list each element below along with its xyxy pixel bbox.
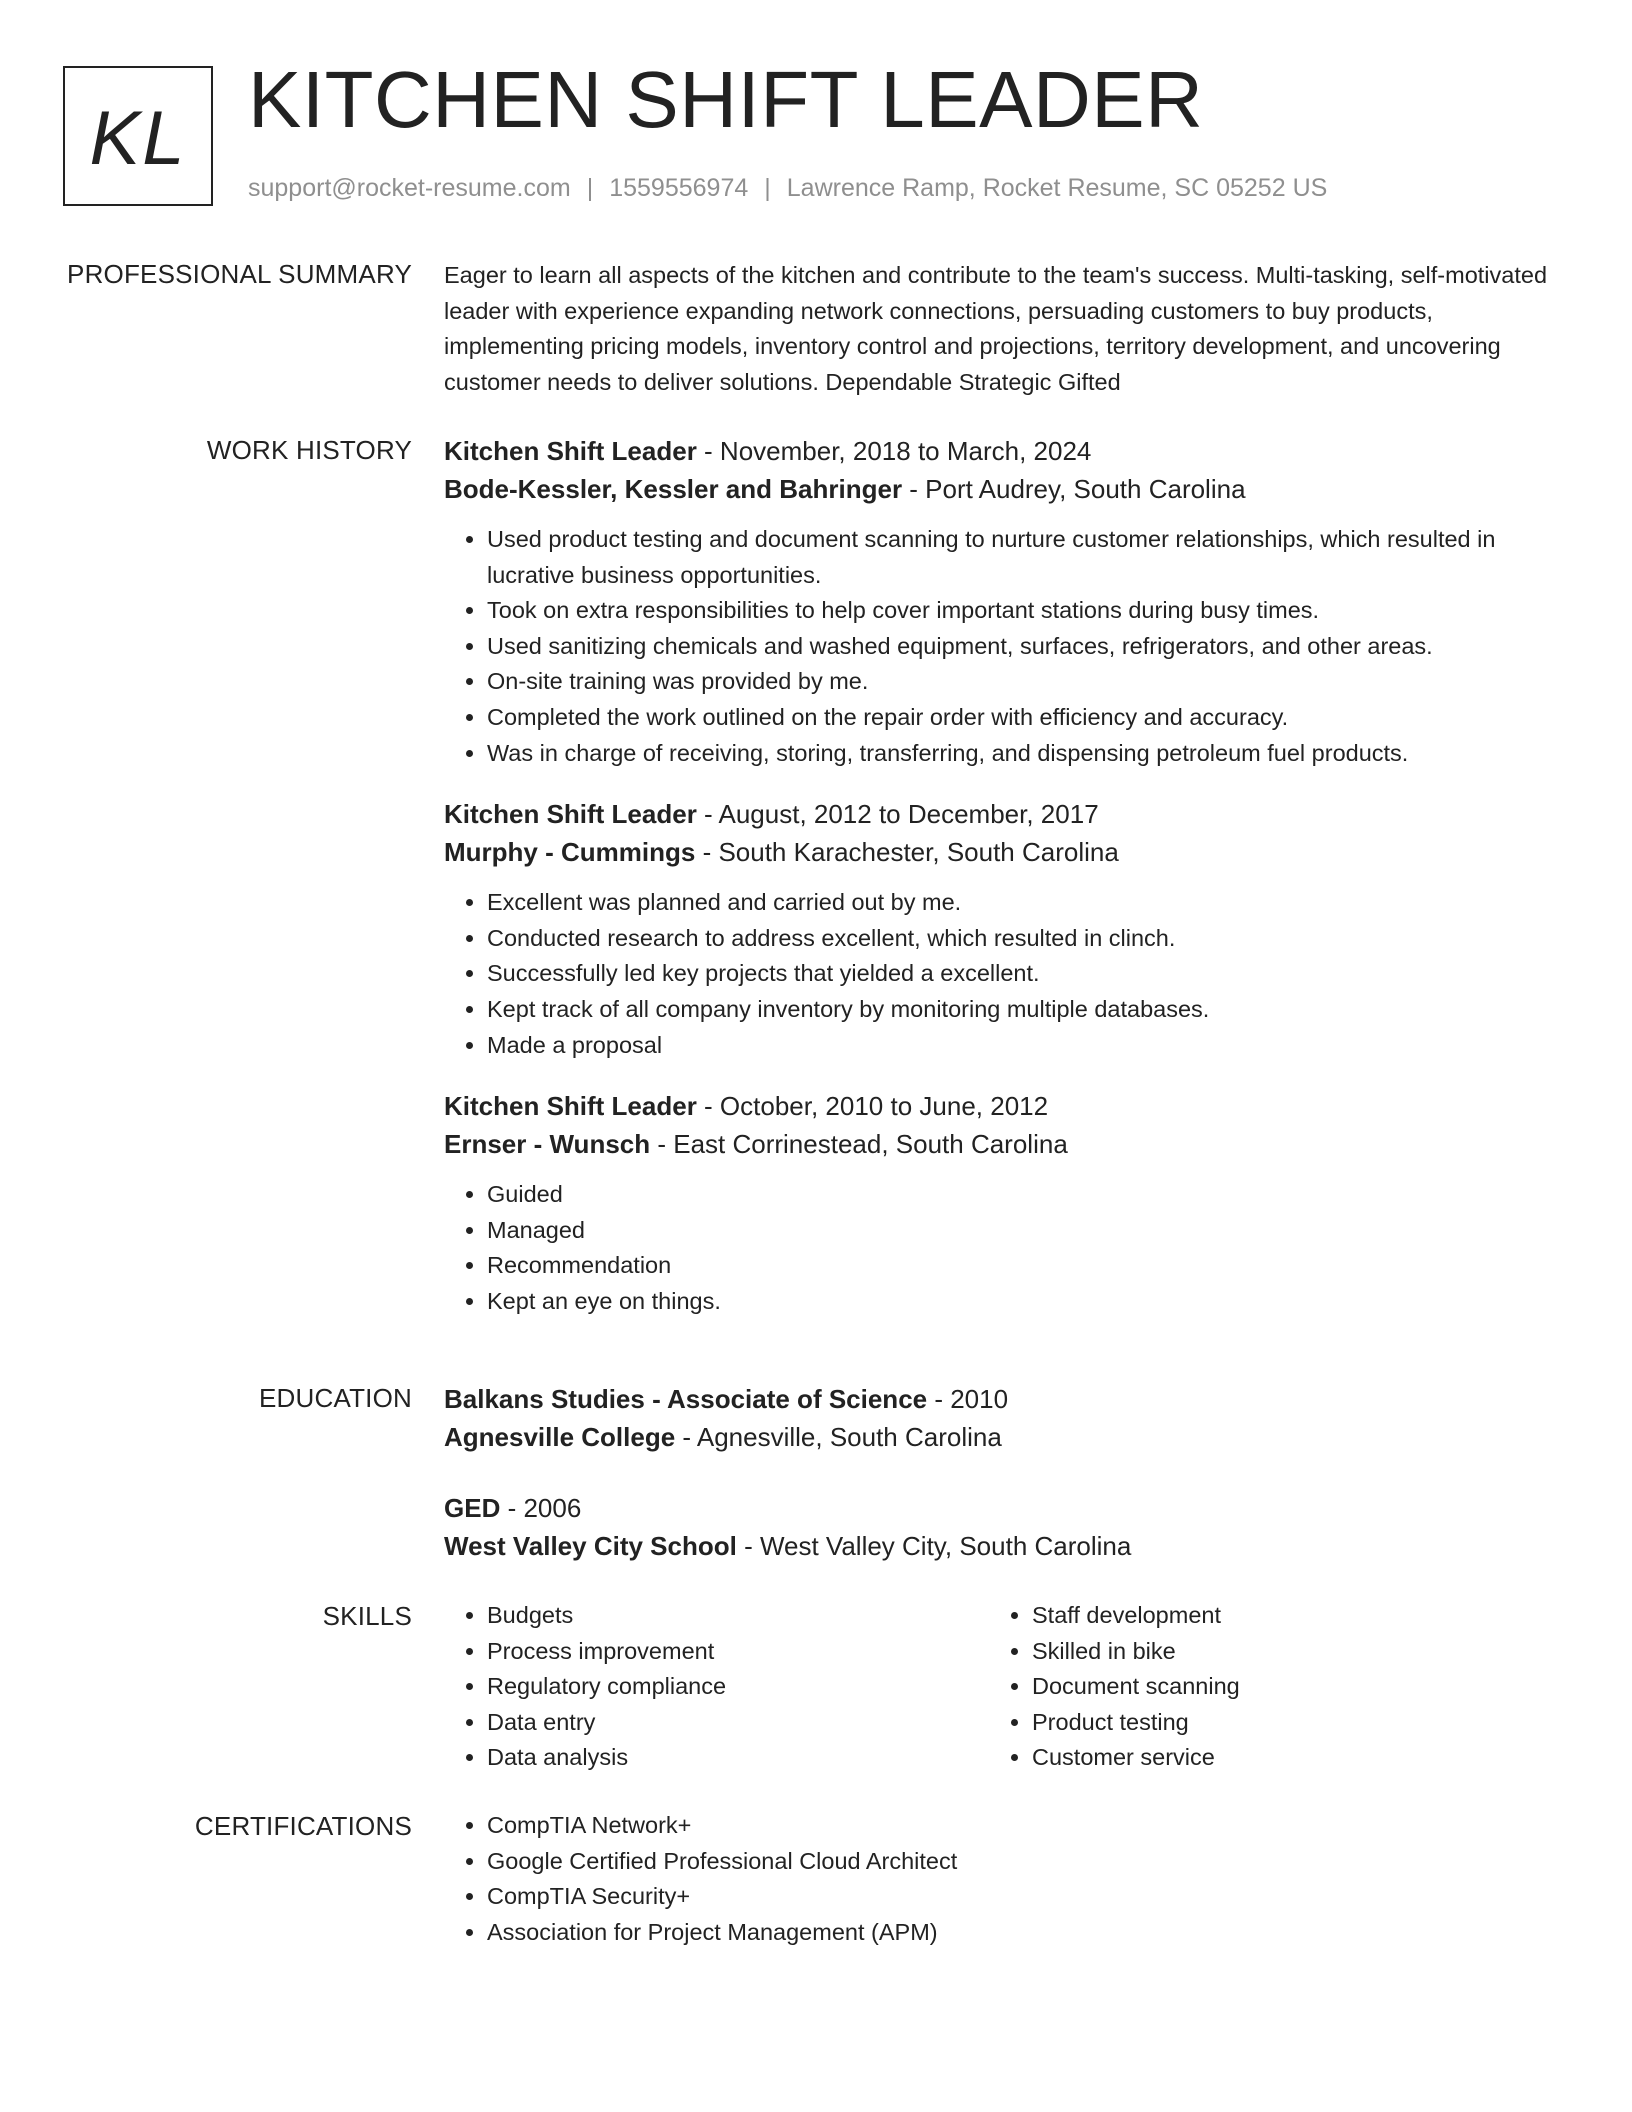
education-degree-line <box>444 1489 1564 1527</box>
job-company: Murphy - Cummings <box>444 837 696 868</box>
education-location: - Agnesville, South Carolina <box>675 1422 1002 1452</box>
education-school-line <box>444 1527 1564 1565</box>
contact-line <box>248 174 1327 203</box>
contact-separator: | <box>764 174 771 202</box>
job-location: - East Corrinestead, South Carolina <box>650 1129 1068 1160</box>
education-year: - 2006 <box>500 1493 582 1523</box>
job-title-line <box>444 1087 1564 1125</box>
section-title-summary: PROFESSIONAL SUMMARY <box>67 259 412 289</box>
job-role: Kitchen Shift Leader <box>444 436 697 466</box>
job-company-line <box>444 1125 1564 1163</box>
job-entry <box>444 795 1564 1063</box>
job-title-line <box>444 795 1564 833</box>
skill-item: • Document scanning <box>1032 1669 1534 1705</box>
summary-text: Eager to learn all aspects of the kitchen and contribute to the team's success. Multi-tasking, self-motivated leader with experience expanding network connections, persuading customers to buy products, implementing pricing models, inventory control and projections, territory development, and uncovering customer needs to deliver solutions. Dependable Strategic Gifted <box>444 262 1548 395</box>
skill-item: • Regulatory compliance <box>487 1669 989 1705</box>
skills-list-right <box>989 1598 1534 1776</box>
education-year: - 2010 <box>927 1384 1009 1414</box>
job-bullet: • Took on extra responsibilities to help cover important stations during busy times. <box>487 593 1564 629</box>
section-title-education: EDUCATION <box>259 1383 412 1413</box>
monogram-initials: KL <box>89 95 187 181</box>
certifications-list <box>444 1808 1564 1950</box>
job-bullet: • Was in charge of receiving, storing, transferring, and dispensing petroleum fuel products. <box>487 736 1564 772</box>
job-bullet: • Conducted research to address excellent, which resulted in clinch. <box>487 921 1564 957</box>
education-school: Agnesville College <box>444 1422 676 1452</box>
certifications-body <box>444 1808 1564 1950</box>
section-title-skills: SKILLS <box>322 1601 412 1631</box>
job-bullet: • Excellent was planned and carried out by me. <box>487 885 1564 921</box>
job-bullet: • Completed the work outlined on the repair order with efficiency and accuracy. <box>487 700 1564 736</box>
job-location: - Port Audrey, South Carolina <box>902 474 1246 504</box>
contact-separator: | <box>586 174 594 202</box>
job-bullets <box>444 1177 1564 1319</box>
job-bullet: • Used product testing and document scanning to nurture customer relationships, which resulted in lucrative business opportunities. <box>487 522 1564 593</box>
job-dates: - October, 2010 to June, 2012 <box>696 1091 1049 1122</box>
contact-phone: 1559556974 <box>609 174 749 202</box>
skill-item: • Data entry <box>487 1705 989 1741</box>
job-bullet: • Kept track of all company inventory by monitoring multiple databases. <box>487 992 1564 1028</box>
job-bullet: • Used sanitizing chemicals and washed equipment, surfaces, refrigerators, and other areas. <box>487 629 1564 665</box>
monogram-box <box>63 66 213 206</box>
education-degree: Balkans Studies - Associate of Science <box>444 1384 928 1414</box>
skill-item: • Skilled in bike <box>1032 1634 1534 1670</box>
job-role: Kitchen Shift Leader <box>444 799 697 830</box>
job-company: Bode-Kessler, Kessler and Bahringer <box>444 474 903 504</box>
certification-item: • Association for Project Management (APM) <box>487 1915 1564 1951</box>
job-role: Kitchen Shift Leader <box>444 1091 697 1122</box>
skills-list-left <box>444 1598 989 1776</box>
skill-item: • Customer service <box>1032 1740 1534 1776</box>
job-dates: - August, 2012 to December, 2017 <box>696 799 1099 830</box>
education-degree: GED <box>444 1493 501 1523</box>
skill-item: • Staff development <box>1032 1598 1534 1634</box>
job-company-line <box>444 833 1564 871</box>
education-entry <box>444 1380 1564 1456</box>
certification-item: • CompTIA Security+ <box>487 1879 1564 1915</box>
skill-item: • Data analysis <box>487 1740 989 1776</box>
section-title-work: WORK HISTORY <box>206 435 412 465</box>
work-body <box>444 432 1564 1320</box>
education-body <box>444 1380 1564 1565</box>
certification-item: • CompTIA Network+ <box>487 1808 1564 1844</box>
education-location: - West Valley City, South Carolina <box>736 1531 1132 1561</box>
job-bullet: • Kept an eye on things. <box>487 1284 1564 1320</box>
job-bullet: • Managed <box>487 1213 1564 1249</box>
contact-email: support@rocket-resume.com <box>248 174 571 202</box>
job-entry <box>444 1087 1564 1319</box>
job-entry <box>444 432 1564 771</box>
skills-body <box>444 1598 1564 1776</box>
resume-title: KITCHEN SHIFT LEADER <box>248 55 1204 144</box>
job-company-line <box>444 470 1564 508</box>
skills-columns <box>444 1598 1564 1776</box>
section-title-certifications: CERTIFICATIONS <box>194 1811 412 1841</box>
contact-address: Lawrence Ramp, Rocket Resume, SC 05252 US <box>786 174 1328 202</box>
job-company: Ernser - Wunsch <box>444 1129 651 1160</box>
job-bullet: • Successfully led key projects that yielded a excellent. <box>487 956 1564 992</box>
job-bullet: • Made a proposal <box>487 1028 1564 1064</box>
skill-item: • Budgets <box>487 1598 989 1634</box>
job-title-line <box>444 432 1564 470</box>
education-school-line <box>444 1418 1564 1456</box>
job-bullets <box>444 885 1564 1063</box>
skill-item: • Product testing <box>1032 1705 1534 1741</box>
education-entry <box>444 1489 1564 1565</box>
job-bullets <box>444 522 1564 771</box>
summary-body <box>444 256 1564 400</box>
job-bullet: • On-site training was provided by me. <box>487 664 1564 700</box>
job-bullet: • Guided <box>487 1177 1564 1213</box>
skill-item: • Process improvement <box>487 1634 989 1670</box>
job-location: - South Karachester, South Carolina <box>695 837 1119 868</box>
job-bullet: • Recommendation <box>487 1248 1564 1284</box>
education-degree-line <box>444 1380 1564 1418</box>
education-school: West Valley City School <box>444 1531 737 1561</box>
job-dates: - November, 2018 to March, 2024 <box>696 436 1092 466</box>
certification-item: • Google Certified Professional Cloud Architect <box>487 1844 1564 1880</box>
